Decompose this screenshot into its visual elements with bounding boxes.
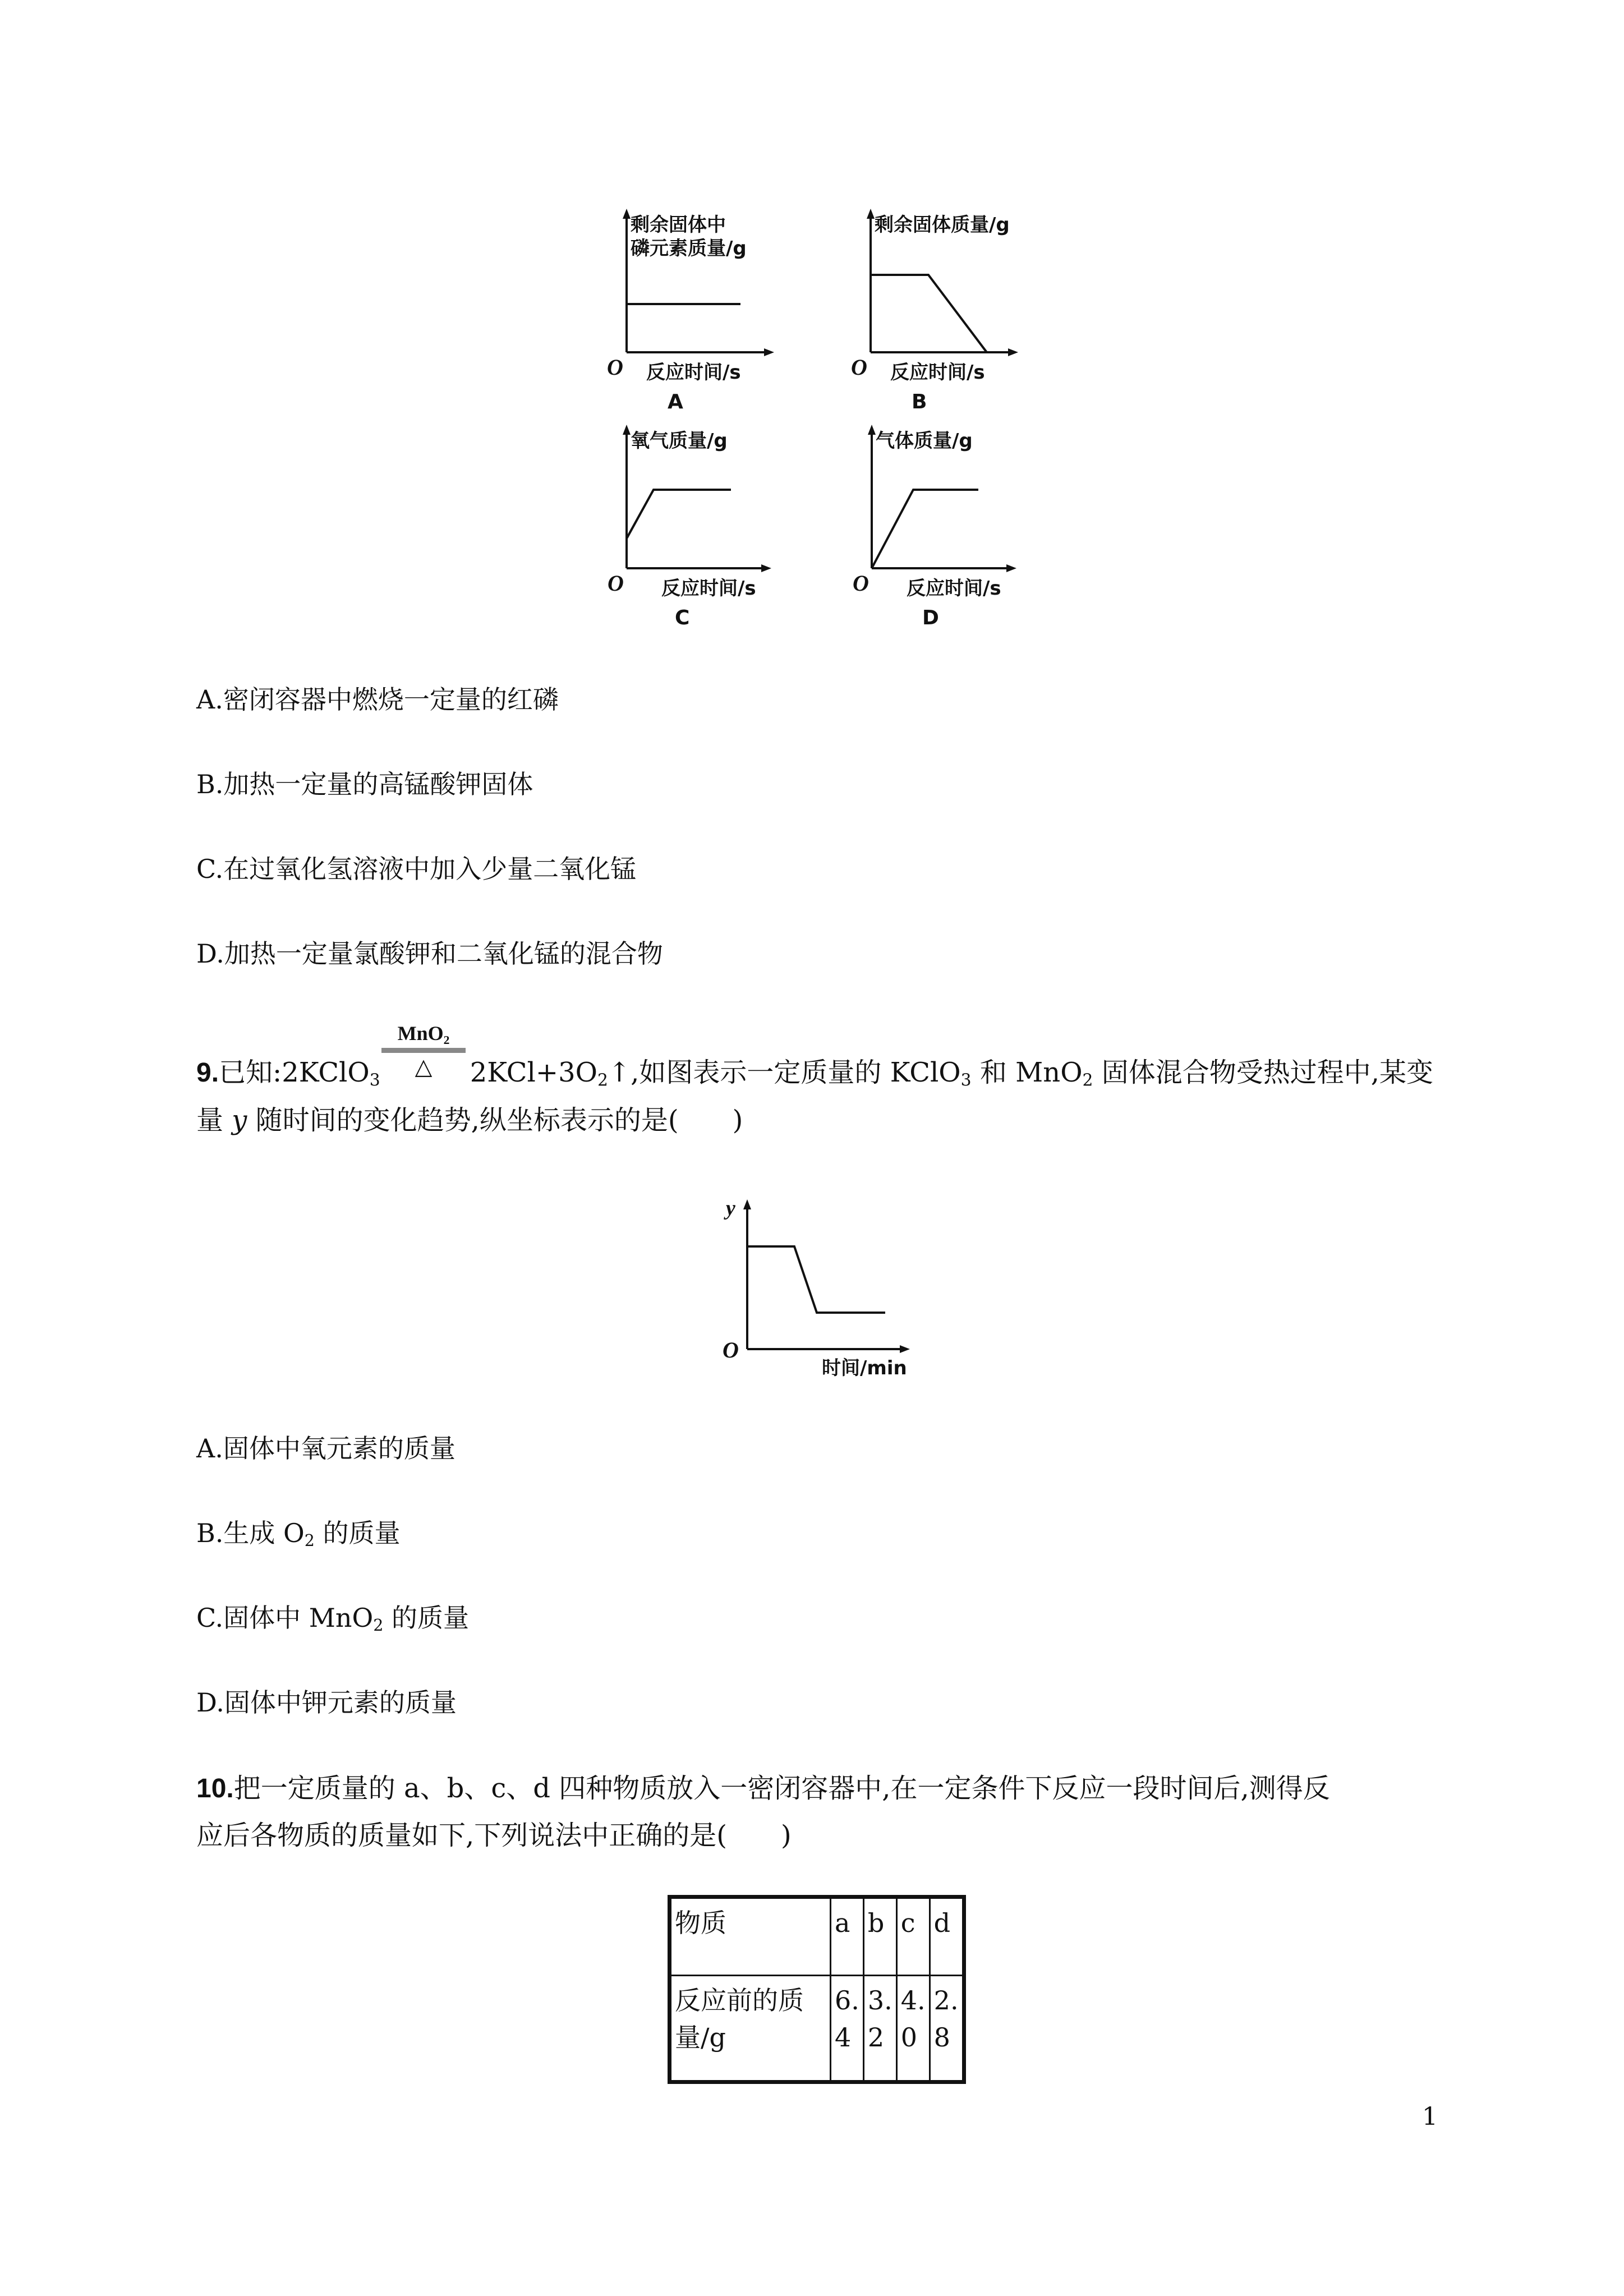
figure-d-gas-mass (848, 424, 1039, 637)
origin-label: O (607, 355, 623, 380)
catalyst-label: MnO₂ (397, 1022, 450, 1045)
table-cell: 物质 (670, 1897, 831, 1976)
caption: B (912, 390, 927, 413)
figure-c-oxygen-mass (603, 424, 794, 637)
ylabel-line1: 氧气质量/g (631, 430, 728, 452)
q8-option-a: A.密闭容器中燃烧一定量的红磷 (196, 684, 559, 715)
figure-a-phosphorus-mass (606, 208, 797, 421)
page-number: 1 (1422, 2102, 1438, 2131)
q9-option-a: A.固体中氧元素的质量 (196, 1433, 456, 1464)
up-arrow-icon: ↑ (608, 1057, 631, 1088)
caption: C (675, 606, 690, 629)
table-cell: 3.2 (863, 1976, 896, 2082)
q9-stem-line2: 量 y 随时间的变化趋势,纵坐标表示的是( ) (196, 1105, 743, 1136)
q9-option-d: D.固体中钾元素的质量 (196, 1687, 457, 1718)
table-cell: 2.8 (930, 1976, 964, 2082)
caption: A (668, 390, 683, 413)
xlabel: 反应时间/s (890, 361, 985, 384)
table-cell: c (896, 1897, 930, 1976)
q8-option-b: B.加热一定量的高锰酸钾固体 (196, 769, 533, 799)
table-row (670, 1897, 964, 1976)
xlabel: 反应时间/s (661, 577, 756, 600)
table-cell: d (930, 1897, 964, 1976)
table-cell: 6.4 (831, 1976, 864, 2082)
xlabel: 反应时间/s (646, 361, 741, 384)
ylabel-line2: 磷元素质量/g (631, 237, 747, 260)
question-number: 10. (196, 1774, 234, 1803)
table-cell: a (831, 1897, 864, 1976)
xlabel: 反应时间/s (907, 577, 1001, 600)
q10-stem-line2: 应后各物质的质量如下,下列说法中正确的是( ) (196, 1820, 792, 1851)
q9-graph (724, 1195, 926, 1380)
q9-option-c: C.固体中 MnO$_2$ 的质量 (196, 1603, 470, 1635)
q9-option-b: B.生成 $O_2$ 的质量 (196, 1518, 401, 1550)
ylabel-line1: 气体质量/g (876, 430, 973, 452)
origin-label: O (608, 570, 624, 596)
table-cell: 反应前的质量/g (670, 1976, 831, 2082)
variable-y: y (232, 1105, 247, 1136)
table-cell: b (863, 1897, 896, 1976)
table-cell: 4.0 (896, 1976, 930, 2082)
q10-stem-line1: 10.把一定质量的 a、b、c、d 四种物质放入一密闭容器中,在一定条件下反应一段时间后,测得反 (196, 1773, 1330, 1804)
origin-label: O (851, 355, 867, 380)
mass-table (668, 1895, 966, 2084)
caption: D (922, 606, 939, 629)
ylabel-line1: 剩余固体质量/g (875, 214, 1010, 236)
origin-label: O (723, 1337, 739, 1363)
q9-stem-line1: 9.已知:2KClO$_3$ $2KCl+3O_2↑$,如图表示一定质量的 KClO$_3$ 和 MnO$_2$ 固体混合物受热过程中,某变 (196, 1057, 1434, 1091)
table-row (670, 1976, 964, 2082)
q8-option-d: D.加热一定量氯酸钾和二氧化锰的混合物 (196, 938, 663, 969)
q8-option-c: C.在过氧化氢溶液中加入少量二氧化锰 (196, 854, 637, 884)
origin-label: O (853, 570, 869, 596)
heat-symbol: △ (415, 1054, 433, 1080)
question-number: 9. (196, 1058, 219, 1088)
ylabel-line1: 剩余固体中 (631, 214, 726, 236)
figure-b-solid-mass (850, 208, 1041, 421)
reaction-bar (381, 1048, 466, 1053)
x-axis-label: 时间/min (822, 1357, 907, 1379)
y-axis-label: y (726, 1197, 735, 1220)
